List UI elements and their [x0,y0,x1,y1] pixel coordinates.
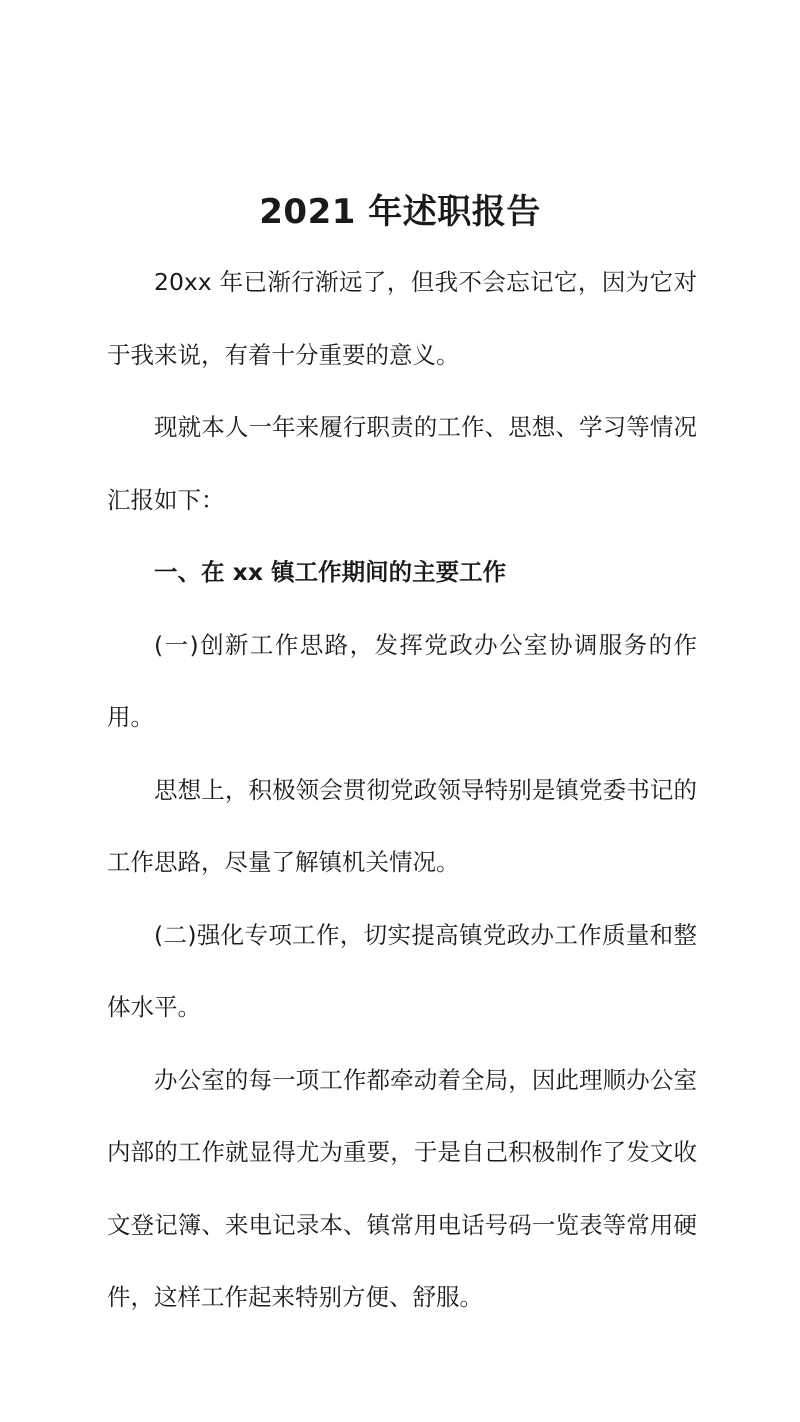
paragraph-thinking: 思想上，积极领会贯彻党政领导特别是镇党委书记的工作思路，尽量了解镇机关情况。 [107,775,697,876]
document-body [107,246,697,1334]
section-heading: 一、在 xx 镇工作期间的主要工作 [154,558,507,586]
paragraph-intro: 20xx 年已渐行渐远了，但我不会忘记它，因为它对于我来说，有着十分重要的意义。 [107,268,697,369]
subsection-heading-1: (一)创新工作思路，发挥党政办公室协调服务的作用。 [107,630,697,731]
paragraph-office-work: 办公室的每一项工作都牵动着全局，因此理顺办公室内部的工作就显得尤为重要，于是自己积极制作了发文收文登记簿、来电记录本、镇常用电话号码一览表等常用硬件，这样工作起来特别方便、舒服。 [107,1065,697,1311]
paragraph-report-intro: 现就本人一年来履行职责的工作、思想、学习等情况汇报如下： [107,413,697,514]
subsection-heading-2: (二)强化专项工作，切实提高镇党政办工作质量和整体水平。 [107,920,697,1021]
document-title: 2021 年述职报告 [259,192,541,232]
